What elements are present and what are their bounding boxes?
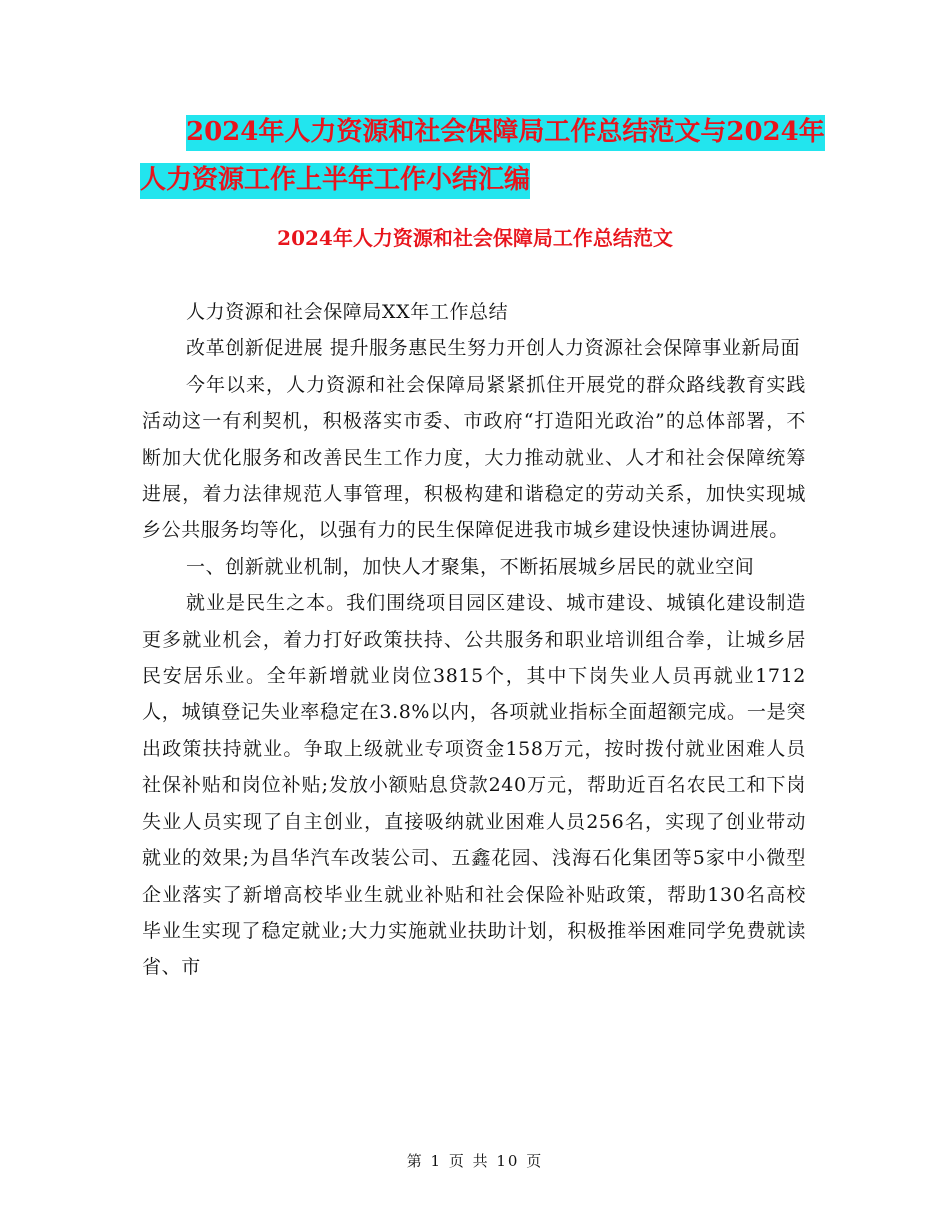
section-title: 2024年人力资源和社会保障局工作总结范文 (277, 226, 673, 250)
paragraph-employment: 就业是民生之本。我们围绕项目园区建设、城市建设、城镇化建设制造更多就业机会，着力打好政策扶持、公共服务和职业培训组合拳，让城乡居民安居乐业。全年新增就业岗位3815个，其中下岗失业人员再就业1712人，城镇登记失业率稳定在3.8%以内，各项就业指标全面超额完成。一是突出政策扶持就业。争取上级就业专项资金158万元，按时拨付就业困难人员社保补贴和岗位补贴;发放小额贴息贷款240万元，帮助近百名农民工和下岗失业人员实现了自主创业，直接吸纳就业困难人员256名，实现了创业带动就业的效果;为昌华汽车改装公司、五鑫花园、浅海石化集团等5家中小微型企业落实了新增高校毕业生就业补贴和社会保险补贴政策，帮助130名高校毕业生实现了稳定就业;大力实施就业扶助计划，积极推举困难同学免费就读省、市 (142, 592, 806, 979)
main-title-line-2: 人力资源工作上半年工作小结汇编 (140, 163, 530, 199)
paragraph-report-theme: 改革创新促进展 提升服务惠民生努力开创人力资源社会保障事业新局面 (186, 337, 801, 360)
document-main-title (140, 108, 840, 204)
document-body (142, 294, 806, 986)
page-number-footer: 第 1 页 共 10 页 (406, 1152, 544, 1170)
paragraph-report-name: 人力资源和社会保障局XX年工作总结 (186, 301, 509, 323)
main-title-line-1: 2024年人力资源和社会保障局工作总结范文与2024年 (186, 115, 825, 151)
paragraph-overview: 今年以来，人力资源和社会保障局紧紧抓住开展党的群众路线教育实践活动这一有利契机，积极落实市委、市政府“打造阳光政治”的总体部署，不断加大优化服务和改善民生工作力度，大力推动就业、人才和社会保障统筹进展，着力法律规范人事管理，积极构建和谐稳定的劳动关系，加快实现城乡公共服务均等化，以强有力的民生保障促进我市城乡建设快速协调进展。 (142, 373, 806, 542)
paragraph-section-heading-1: 一、创新就业机制，加快人才聚集，不断拓展城乡居民的就业空间 (186, 555, 755, 578)
